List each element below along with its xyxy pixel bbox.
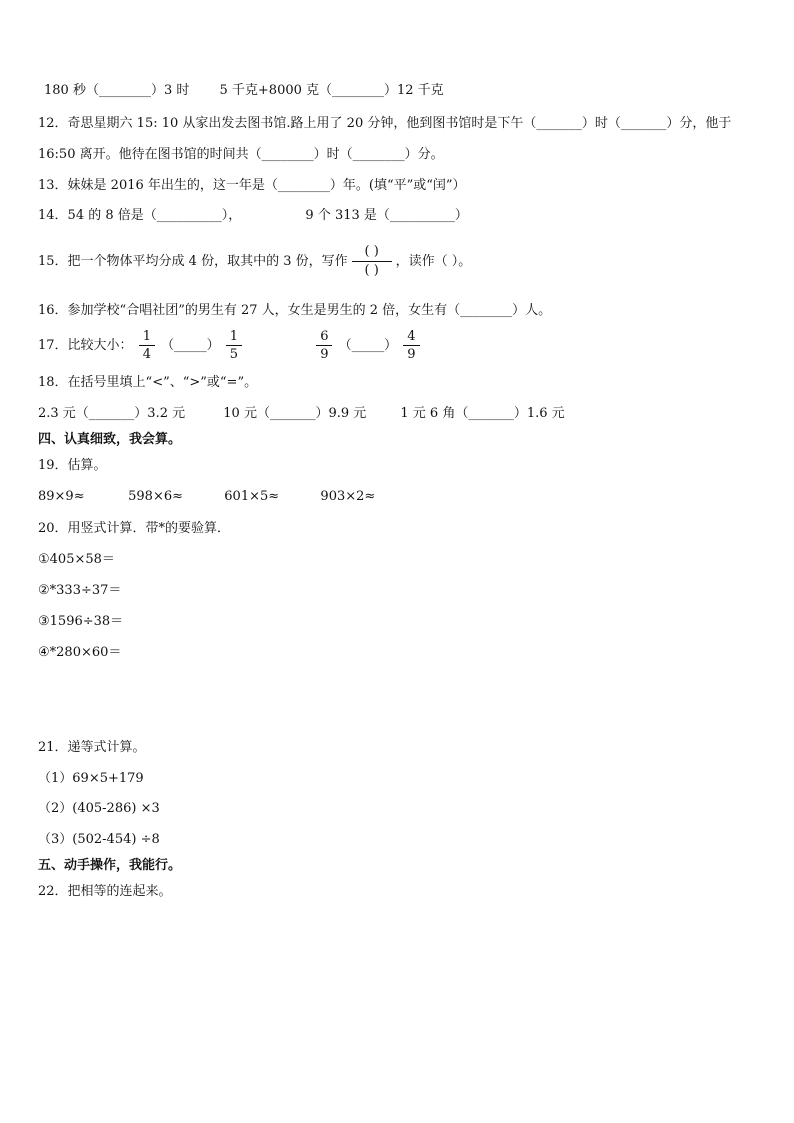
q17-row	[38, 326, 422, 366]
q15-fraction-blank	[352, 244, 392, 279]
denominator: 9	[320, 347, 329, 362]
q18-item-c: 1 元 6 角（_______）1.6 元	[400, 406, 565, 421]
q14-item-b: 9 个 313 是（__________）	[305, 208, 468, 223]
q17-blank-1: （_____）	[161, 338, 220, 353]
q15-text-before: 15．把一个物体平均分成 4 份，取其中的 3 份，写作	[38, 254, 348, 269]
q14-row	[38, 207, 468, 225]
q18-item-a: 2.3 元（_______）3.2 元	[38, 406, 186, 421]
denominator: 5	[229, 347, 239, 362]
denominator: 9	[407, 347, 416, 362]
q17-label: 17．比较大小：	[38, 338, 133, 353]
fraction-4-9	[405, 329, 417, 362]
q21-item-2: （2）(405-286) ×3	[38, 801, 160, 816]
q20-title: 20．用竖式计算．带*的要验算．	[38, 521, 231, 536]
fraction-6-9	[318, 329, 330, 362]
numerator: 1	[142, 329, 151, 344]
q21-item-3: （3）(502-454) ÷8	[38, 832, 160, 847]
q20-item-2: ②*333÷37＝	[38, 583, 122, 598]
section-4-heading: 四、认真细致，我会算。	[38, 432, 182, 447]
numerator: 1	[229, 329, 239, 344]
q15-numerator-blank: ( )	[364, 244, 379, 259]
q11-item-a: 180 秒（________）3 时	[44, 83, 190, 98]
denominator: 4	[142, 347, 151, 362]
q17-blank-2: （_____）	[338, 338, 398, 353]
q13-text: 13．妹妹是 2016 年出生的，这一年是（________）年。(填“平”或“闰”）	[38, 178, 466, 193]
fraction-bar	[226, 345, 242, 346]
q18-row	[38, 405, 565, 423]
q22-text: 22．把相等的连起来。	[38, 884, 172, 899]
q14-item-a: 14．54 的 8 倍是（__________），	[38, 208, 242, 223]
fraction-1-5	[228, 329, 240, 362]
fraction-1-4	[141, 329, 153, 362]
q16-text: 16．参加学校“合唱社团”的男生有 27 人，女生是男生的 2 倍，女生有（________）人。	[38, 303, 552, 318]
q11-item-b: 5 千克+8000 克（________）12 千克	[219, 83, 444, 98]
fraction-bar	[316, 345, 332, 346]
q12-line1: 12．奇思星期六 15: 10 从家出发去图书馆.路上用了 20 分钟，他到图书馆时是下午（_______）时（_______）分，他于	[38, 116, 732, 131]
q18-item-b: 10 元（_______）9.9 元	[223, 406, 367, 421]
q12-line2: 16:50 离开。他待在图书馆的时间共（________）时（________）分。	[38, 147, 444, 162]
q18-title: 18．在括号里填上“<”、“>”或“=”。	[38, 375, 258, 390]
q20-item-1: ①405×58＝	[38, 552, 115, 567]
q19-row	[38, 488, 375, 506]
fraction-bar	[139, 345, 155, 346]
q21-item-1: （1）69×5+179	[38, 771, 144, 786]
q15-text-after: ，读作（ ）。	[395, 254, 472, 269]
q19-item-c: 601×5≈	[224, 489, 280, 504]
q19-title: 19．估算。	[38, 458, 107, 473]
q19-item-a: 89×9≈	[38, 489, 85, 504]
fraction-bar	[352, 261, 392, 262]
q20-item-4: ④*280×60＝	[38, 645, 122, 660]
section-5-heading: 五、动手操作，我能行。	[38, 858, 182, 873]
q15-denominator-blank: ( )	[364, 263, 379, 278]
q11-row	[44, 82, 444, 100]
q19-item-d: 903×2≈	[320, 489, 376, 504]
q21-title: 21．递等式计算。	[38, 740, 146, 755]
q15-row	[38, 240, 471, 284]
q19-item-b: 598×6≈	[128, 489, 184, 504]
numerator: 4	[407, 329, 416, 344]
numerator: 6	[320, 329, 329, 344]
fraction-bar	[403, 345, 419, 346]
q20-item-3: ③1596÷38＝	[38, 614, 124, 629]
